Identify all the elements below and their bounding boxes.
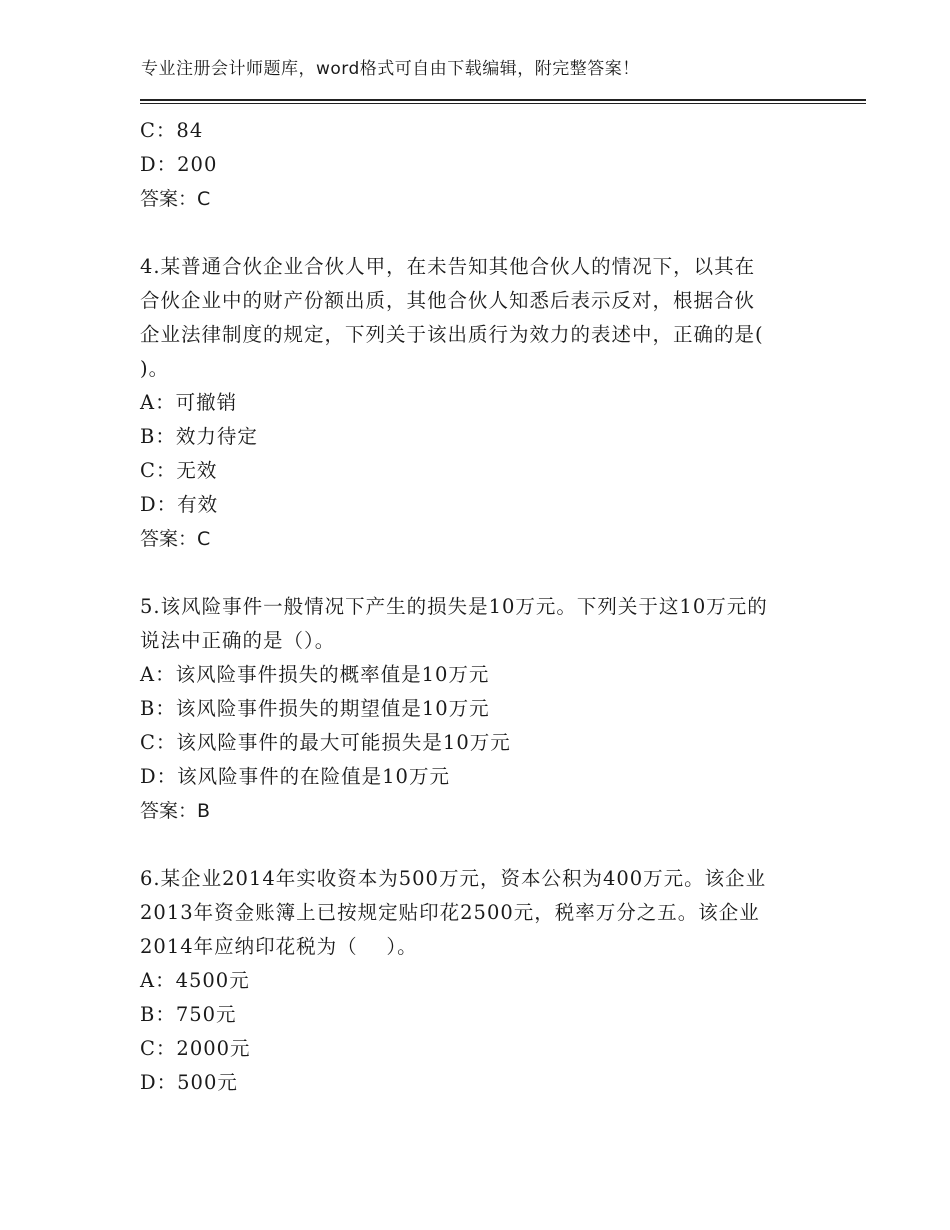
page-header: 专业注册会计师题库，word格式可自由下载编辑，附完整答案！ bbox=[141, 59, 640, 79]
question-text-line: 2014年应纳印花税为（ ）。 bbox=[140, 935, 418, 958]
question-text-line: )。 bbox=[140, 357, 170, 380]
header-rule-thin bbox=[140, 103, 866, 104]
option-d: D：该风险事件的在险值是10万元 bbox=[140, 765, 450, 788]
question-content bbox=[140, 114, 820, 1100]
question-text-line: 合伙企业中的财产份额出质，其他合伙人知悉后表示反对，根据合伙 bbox=[140, 289, 756, 312]
option-b: B：750元 bbox=[140, 1003, 237, 1026]
option-a: A：4500元 bbox=[140, 969, 250, 992]
answer-line: 答案：C bbox=[140, 528, 211, 550]
question-text-line: 企业法律制度的规定，下列关于该出质行为效力的表述中，正确的是( bbox=[140, 323, 764, 346]
option-c: C：该风险事件的最大可能损失是10万元 bbox=[140, 731, 511, 754]
option-d: D：有效 bbox=[140, 493, 219, 516]
question-5 bbox=[140, 590, 820, 828]
question-text-line: 5.该风险事件一般情况下产生的损失是10万元。下列关于这10万元的 bbox=[140, 595, 768, 618]
option-a: A：可撤销 bbox=[140, 391, 238, 414]
prev-question-tail bbox=[140, 114, 820, 216]
header-rule-thick bbox=[140, 99, 866, 101]
question-text-line: 6.某企业2014年实收资本为500万元，资本公积为400万元。该企业 bbox=[140, 867, 767, 890]
option-b: B：该风险事件损失的期望值是10万元 bbox=[140, 697, 490, 720]
option-b: B：效力待定 bbox=[140, 425, 258, 448]
question-4 bbox=[140, 250, 820, 556]
option-d: D：200 bbox=[140, 153, 218, 176]
question-text-line: 2013年资金账簿上已按规定贴印花2500元，税率万分之五。该企业 bbox=[140, 901, 760, 924]
option-a: A：该风险事件损失的概率值是10万元 bbox=[140, 663, 490, 686]
answer-line: 答案：B bbox=[140, 800, 211, 822]
question-6 bbox=[140, 862, 820, 1100]
answer-line: 答案：C bbox=[140, 188, 211, 210]
option-c: C：2000元 bbox=[140, 1037, 251, 1060]
option-d: D：500元 bbox=[140, 1071, 238, 1094]
option-c: C：无效 bbox=[140, 459, 218, 482]
question-text-line: 4.某普通合伙企业合伙人甲，在未告知其他合伙人的情况下，以其在 bbox=[140, 255, 756, 278]
question-text-line: 说法中正确的是（）。 bbox=[140, 629, 336, 652]
option-c: C：84 bbox=[140, 119, 204, 142]
